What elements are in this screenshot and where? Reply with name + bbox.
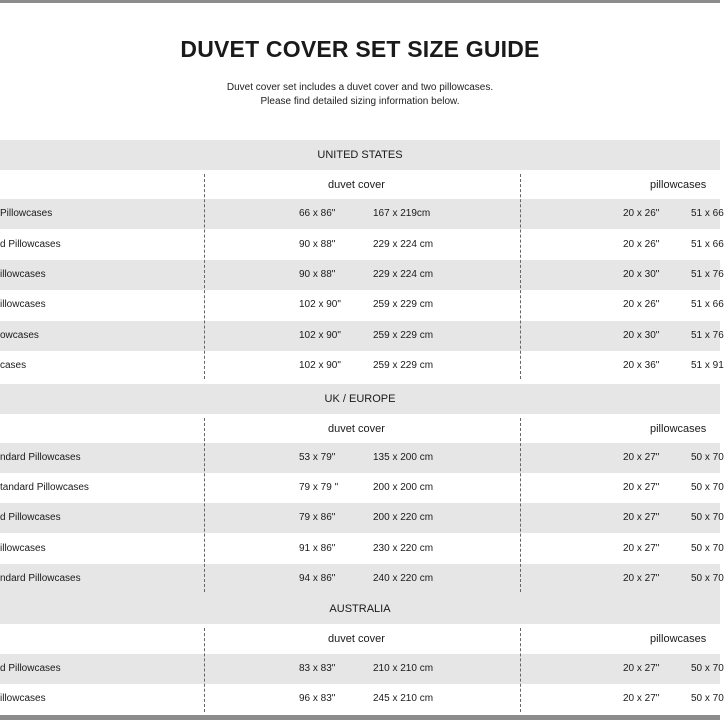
table-row [0, 230, 724, 260]
duvet-size-cm: 259 x 229 cm [373, 360, 434, 371]
column-divider [520, 628, 521, 712]
size-label: d Pillowcases [0, 663, 61, 674]
pillow-size-cm: 50 x 70 [691, 543, 724, 554]
pillow-size-inches: 20 x 30" [623, 330, 660, 341]
duvet-size-inches: 66 x 86" [299, 208, 336, 219]
duvet-size-inches: 90 x 88" [299, 239, 336, 250]
pillow-size-cm: 50 x 70 [691, 512, 724, 523]
table-row [0, 351, 724, 381]
size-label: illowcases [0, 693, 46, 704]
duvet-size-cm: 259 x 229 cm [373, 330, 434, 341]
duvet-size-inches: 53 x 79" [299, 452, 336, 463]
table-row [0, 443, 724, 473]
duvet-cover-header: duvet cover [328, 633, 385, 645]
duvet-size-inches: 83 x 83" [299, 663, 336, 674]
duvet-size-inches: 79 x 79 " [299, 482, 339, 493]
duvet-size-inches: 102 x 90" [299, 360, 341, 371]
pillow-size-cm: 51 x 66 [691, 208, 724, 219]
size-label: cases [0, 360, 27, 371]
pillowcases-header: pillowcases [650, 179, 707, 191]
table-row [0, 321, 724, 351]
pillow-size-cm: 50 x 70 [691, 663, 724, 674]
column-header-row [0, 170, 720, 200]
table-row [0, 199, 724, 229]
duvet-size-cm: 230 x 220 cm [373, 543, 434, 554]
duvet-size-inches: 94 x 86" [299, 573, 336, 584]
duvet-cover-header: duvet cover [328, 423, 385, 435]
pillow-size-inches: 20 x 27" [623, 482, 660, 493]
section-header-row [0, 384, 720, 414]
table-row [0, 654, 724, 684]
size-label: illowcases [0, 299, 46, 310]
pillowcases-header: pillowcases [650, 633, 707, 645]
section-name: AUSTRALIA [329, 603, 391, 615]
duvet-size-cm: 240 x 220 cm [373, 573, 434, 584]
duvet-size-cm: 135 x 200 cm [373, 452, 434, 463]
pillow-size-cm: 50 x 70 [691, 452, 724, 463]
duvet-size-inches: 90 x 88" [299, 269, 336, 280]
duvet-size-inches: 91 x 86" [299, 543, 336, 554]
pillow-size-cm: 51 x 91 [691, 360, 724, 371]
column-divider [204, 174, 205, 379]
pillow-size-inches: 20 x 27" [623, 573, 660, 584]
pillow-size-inches: 20 x 36" [623, 360, 660, 371]
pillow-size-cm: 51 x 76 [691, 269, 724, 280]
intro-line-1: Duvet cover set includes a duvet cover and two pillowcases. [226, 82, 494, 93]
pillow-size-inches: 20 x 27" [623, 663, 660, 674]
pillowcases-header: pillowcases [650, 423, 707, 435]
pillow-size-inches: 20 x 27" [623, 452, 660, 463]
section-name: UNITED STATES [317, 149, 403, 161]
duvet-size-cm: 210 x 210 cm [373, 663, 434, 674]
column-header-row [0, 624, 720, 654]
pillow-size-inches: 20 x 26" [623, 239, 660, 250]
column-divider [520, 174, 521, 379]
duvet-size-cm: 259 x 229 cm [373, 299, 434, 310]
pillow-size-cm: 50 x 70 [691, 573, 724, 584]
table-row [0, 503, 724, 533]
size-label: owcases [0, 330, 39, 341]
table-row [0, 260, 724, 290]
column-divider [204, 628, 205, 712]
section-header-row [0, 594, 720, 624]
duvet-size-cm: 200 x 220 cm [373, 512, 434, 523]
pillow-size-cm: 51 x 66 [691, 299, 724, 310]
duvet-cover-header: duvet cover [328, 179, 385, 191]
size-label: illowcases [0, 543, 46, 554]
duvet-size-cm: 229 x 224 cm [373, 239, 434, 250]
duvet-size-cm: 229 x 224 cm [373, 269, 434, 280]
intro-line-2: Please find detailed sizing information below. [260, 96, 460, 107]
column-divider [520, 418, 521, 592]
table-row [0, 534, 724, 564]
column-header-row [0, 414, 720, 444]
duvet-size-inches: 102 x 90" [299, 330, 341, 341]
pillow-size-inches: 20 x 27" [623, 512, 660, 523]
size-label: tandard Pillowcases [0, 482, 89, 493]
pillow-size-inches: 20 x 26" [623, 299, 660, 310]
pillow-size-inches: 20 x 27" [623, 543, 660, 554]
table-row [0, 290, 724, 320]
pillow-size-cm: 51 x 76 [691, 330, 724, 341]
pillow-size-inches: 20 x 30" [623, 269, 660, 280]
pillow-size-cm: 50 x 70 [691, 482, 724, 493]
duvet-size-cm: 245 x 210 cm [373, 693, 434, 704]
size-label: ndard Pillowcases [0, 452, 81, 463]
section-name: UK / EUROPE [324, 393, 396, 405]
size-label: Pillowcases [0, 208, 53, 219]
pillow-size-cm: 51 x 66 [691, 239, 724, 250]
size-label: illowcases [0, 269, 46, 280]
size-label: d Pillowcases [0, 512, 61, 523]
duvet-size-inches: 79 x 86" [299, 512, 336, 523]
column-divider [204, 418, 205, 592]
table-row [0, 564, 724, 594]
duvet-size-inches: 102 x 90" [299, 299, 341, 310]
duvet-size-cm: 167 x 219cm [373, 208, 431, 219]
pillow-size-cm: 50 x 70 [691, 693, 724, 704]
size-label: d Pillowcases [0, 239, 61, 250]
pillow-size-inches: 20 x 27" [623, 693, 660, 704]
page-title: DUVET COVER SET SIZE GUIDE [180, 36, 540, 62]
section-header-row [0, 140, 720, 170]
duvet-size-inches: 96 x 83" [299, 693, 336, 704]
size-label: ndard Pillowcases [0, 573, 81, 584]
duvet-size-cm: 200 x 200 cm [373, 482, 434, 493]
table-row [0, 473, 724, 503]
table-row [0, 684, 724, 714]
pillow-size-inches: 20 x 26" [623, 208, 660, 219]
